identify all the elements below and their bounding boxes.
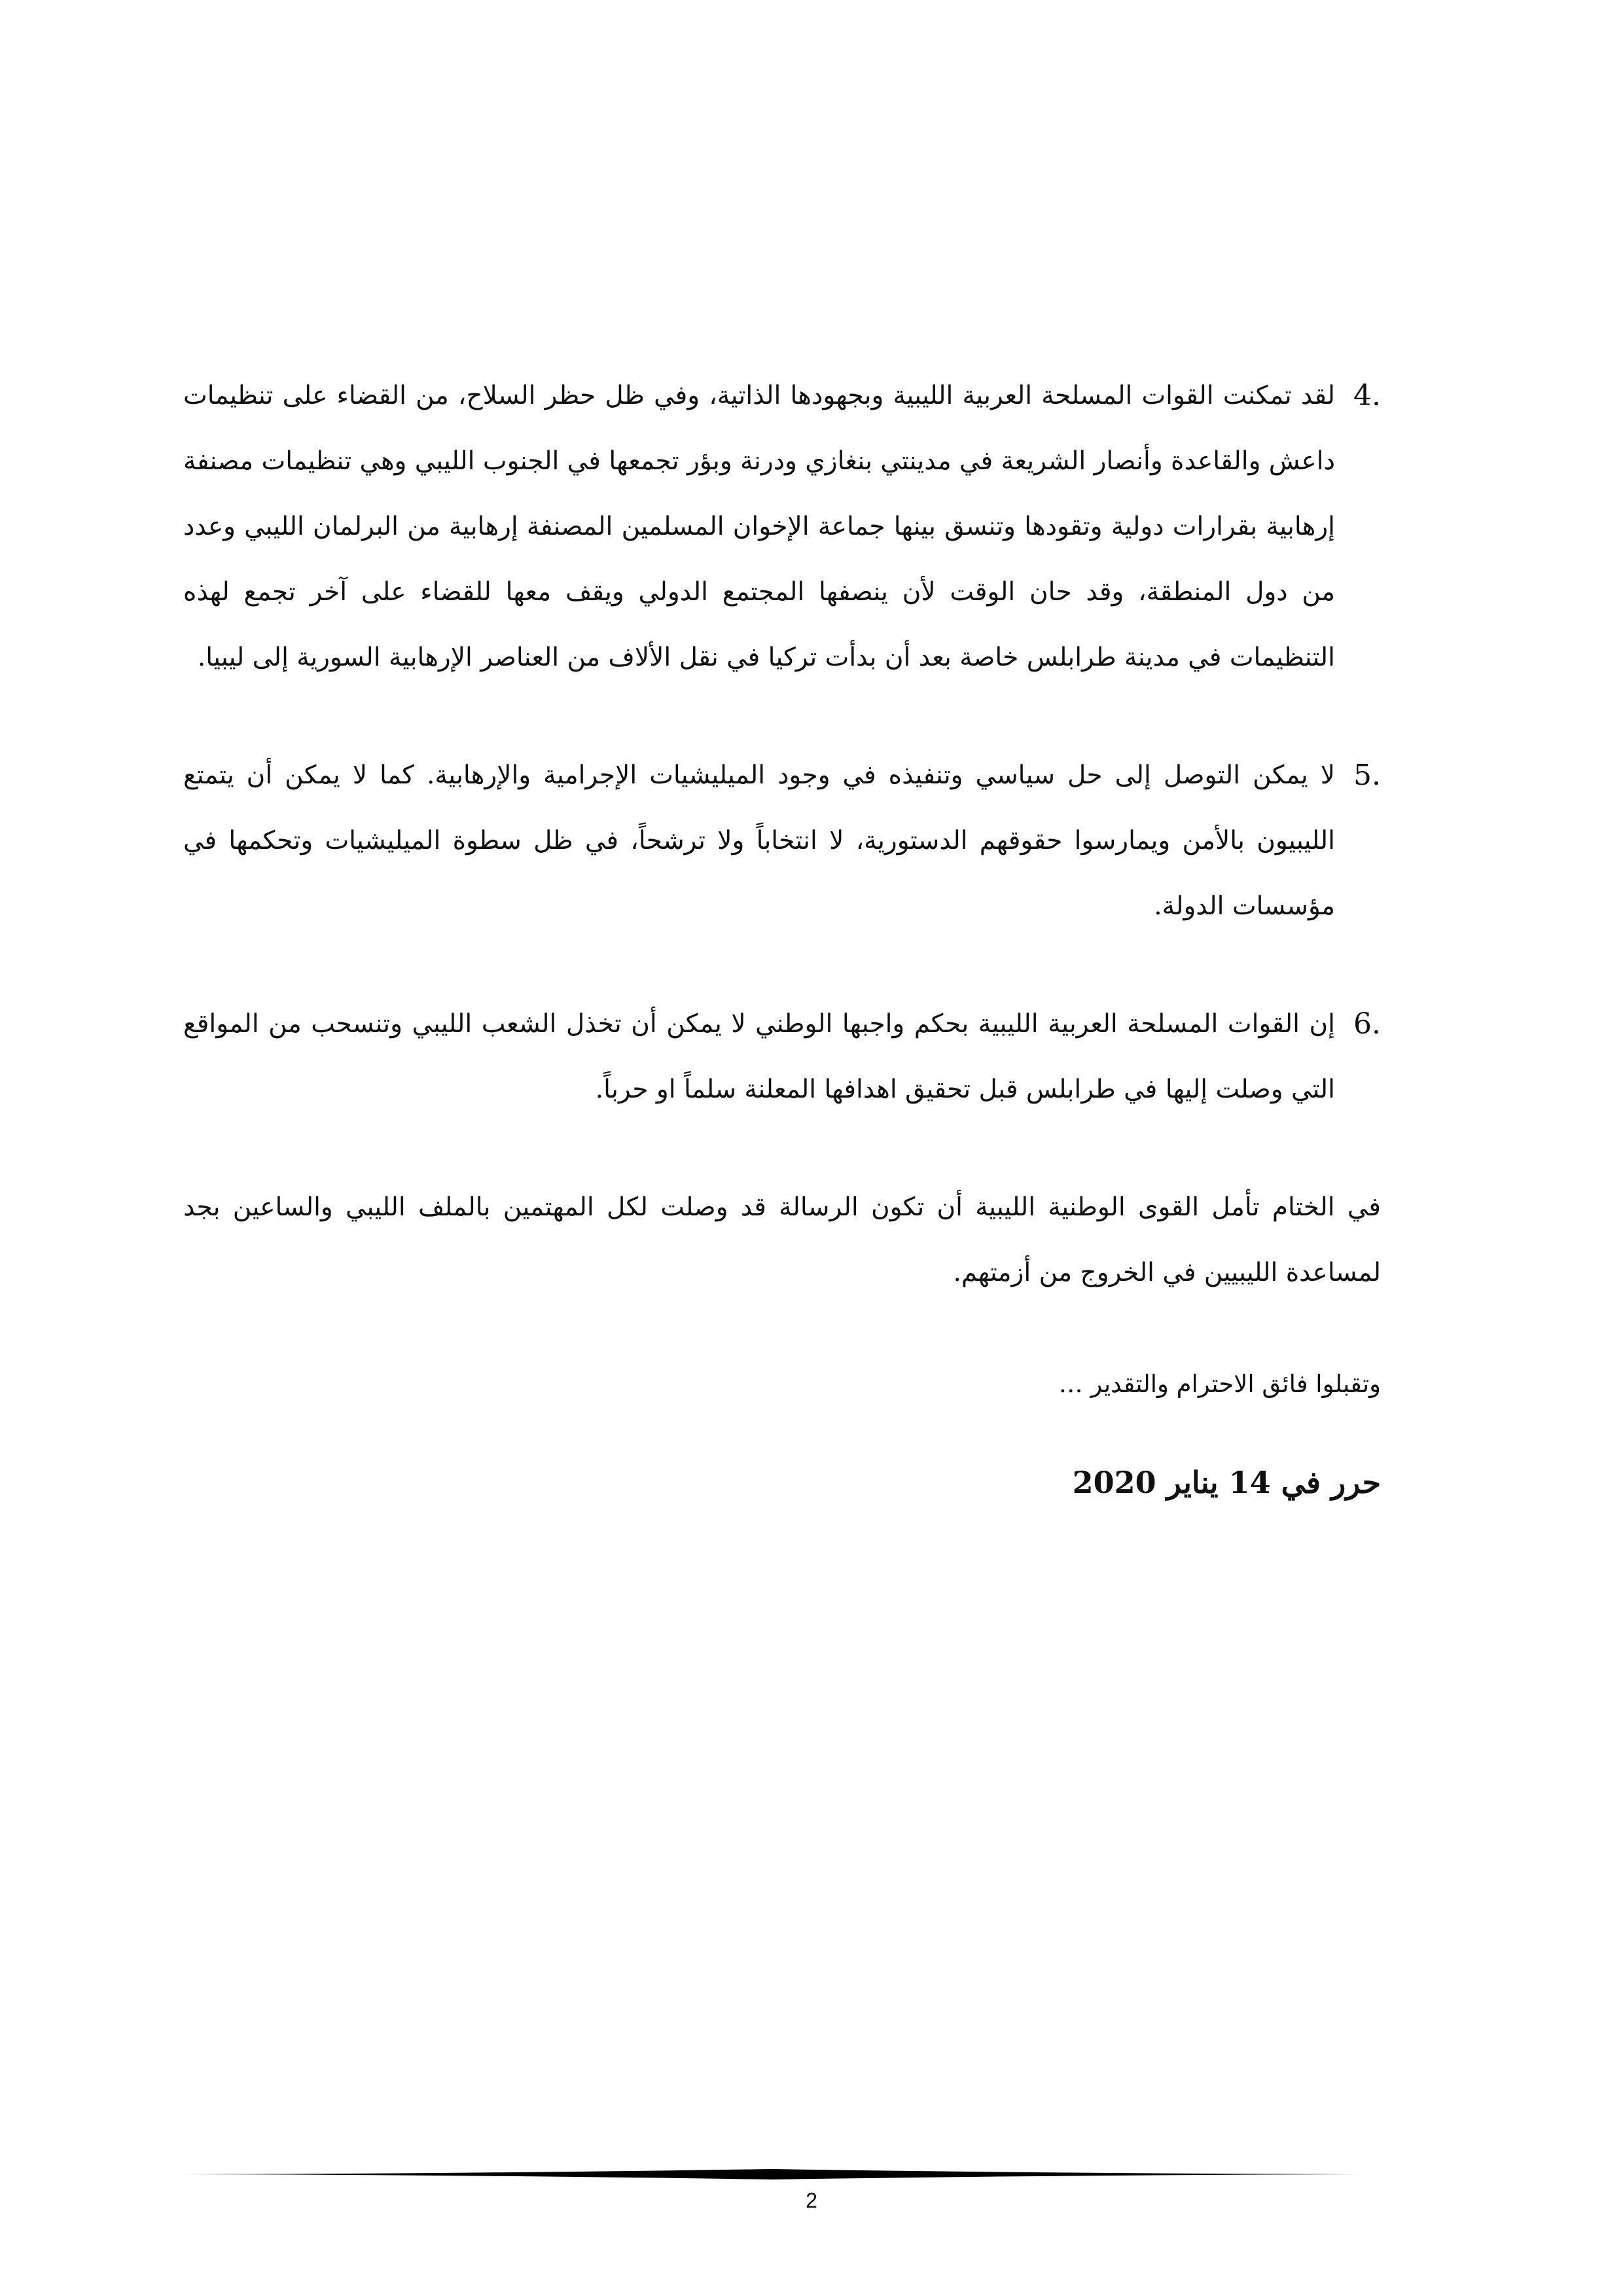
letter-body bbox=[183, 363, 1381, 1532]
item-text: إن القوات المسلحة العربية الليبية بحكم واجبها الوطني لا يمكن أن تخذل الشعب الليبي وتنسحب من المواقع التي وصلت إليها في طرابلس قبل تحقيق اهدافها المعلنة سلماً او حرباً. bbox=[183, 1009, 1335, 1104]
item-number: 4. bbox=[1353, 379, 1381, 412]
page-number: 2 bbox=[806, 2189, 817, 2212]
item-text: لقد تمكنت القوات المسلحة العربية الليبية وبجهودها الذاتية، وفي ظل حظر السلاح، من القضاء على تنظيمات داعش والقاعدة وأنصار الشريعة في مدينتي بنغازي ودرنة وبؤر تجمعها في الجنوب الليبي وهي تنظيمات مصنفة إرهابية بقرارات دولية وتقودها وتنسق بينها جماعة الإخوان المسلمين المصنفة إرهابية من البرلمان الليبي وعدد من دول المنطقة، وقد حان الوقت لأن ينصفها المجتمع الدولي ويقف معها للقضاء على آخر تجمع لهذه التنظيمات في مدينة طرابلس خاصة بعد أن بدأت تركيا في نقل الألاف من العناصر الإرهابية السورية إلى ليبيا. bbox=[183, 381, 1335, 672]
item-number: 6. bbox=[1353, 1007, 1381, 1041]
footer-divider bbox=[182, 2166, 1363, 2182]
list-item-6 bbox=[183, 992, 1381, 1122]
closing-paragraph: في الختام تأمل القوى الوطنية الليبية أن تكون الرسالة قد وصلت لكل المهتمين بالملف الليبي والساعين بجد لمساعدة الليبيين في الخروج من أزمتهم. bbox=[183, 1193, 1381, 1287]
list-item-5 bbox=[183, 743, 1381, 939]
item-text: لا يمكن التوصل إلى حل سياسي وتنفيذه في وجود الميليشيات الإجرامية والإرهابية. كما لا يمكن أن يتمتع الليبيون بالأمن ويمارسوا حقوقهم الدستورية، لا انتخاباً ولا ترشحاً، في ظل سطوة الميليشيات وتحكمها في مؤسسات الدولة. bbox=[183, 761, 1335, 921]
list-item-4 bbox=[183, 363, 1381, 691]
regards-line: وتقبلوا فائق الاحترام والتقدير … bbox=[1058, 1370, 1381, 1398]
date-line: حرر في 14 يناير 2020 bbox=[1072, 1465, 1381, 1500]
item-number: 5. bbox=[1353, 759, 1381, 792]
